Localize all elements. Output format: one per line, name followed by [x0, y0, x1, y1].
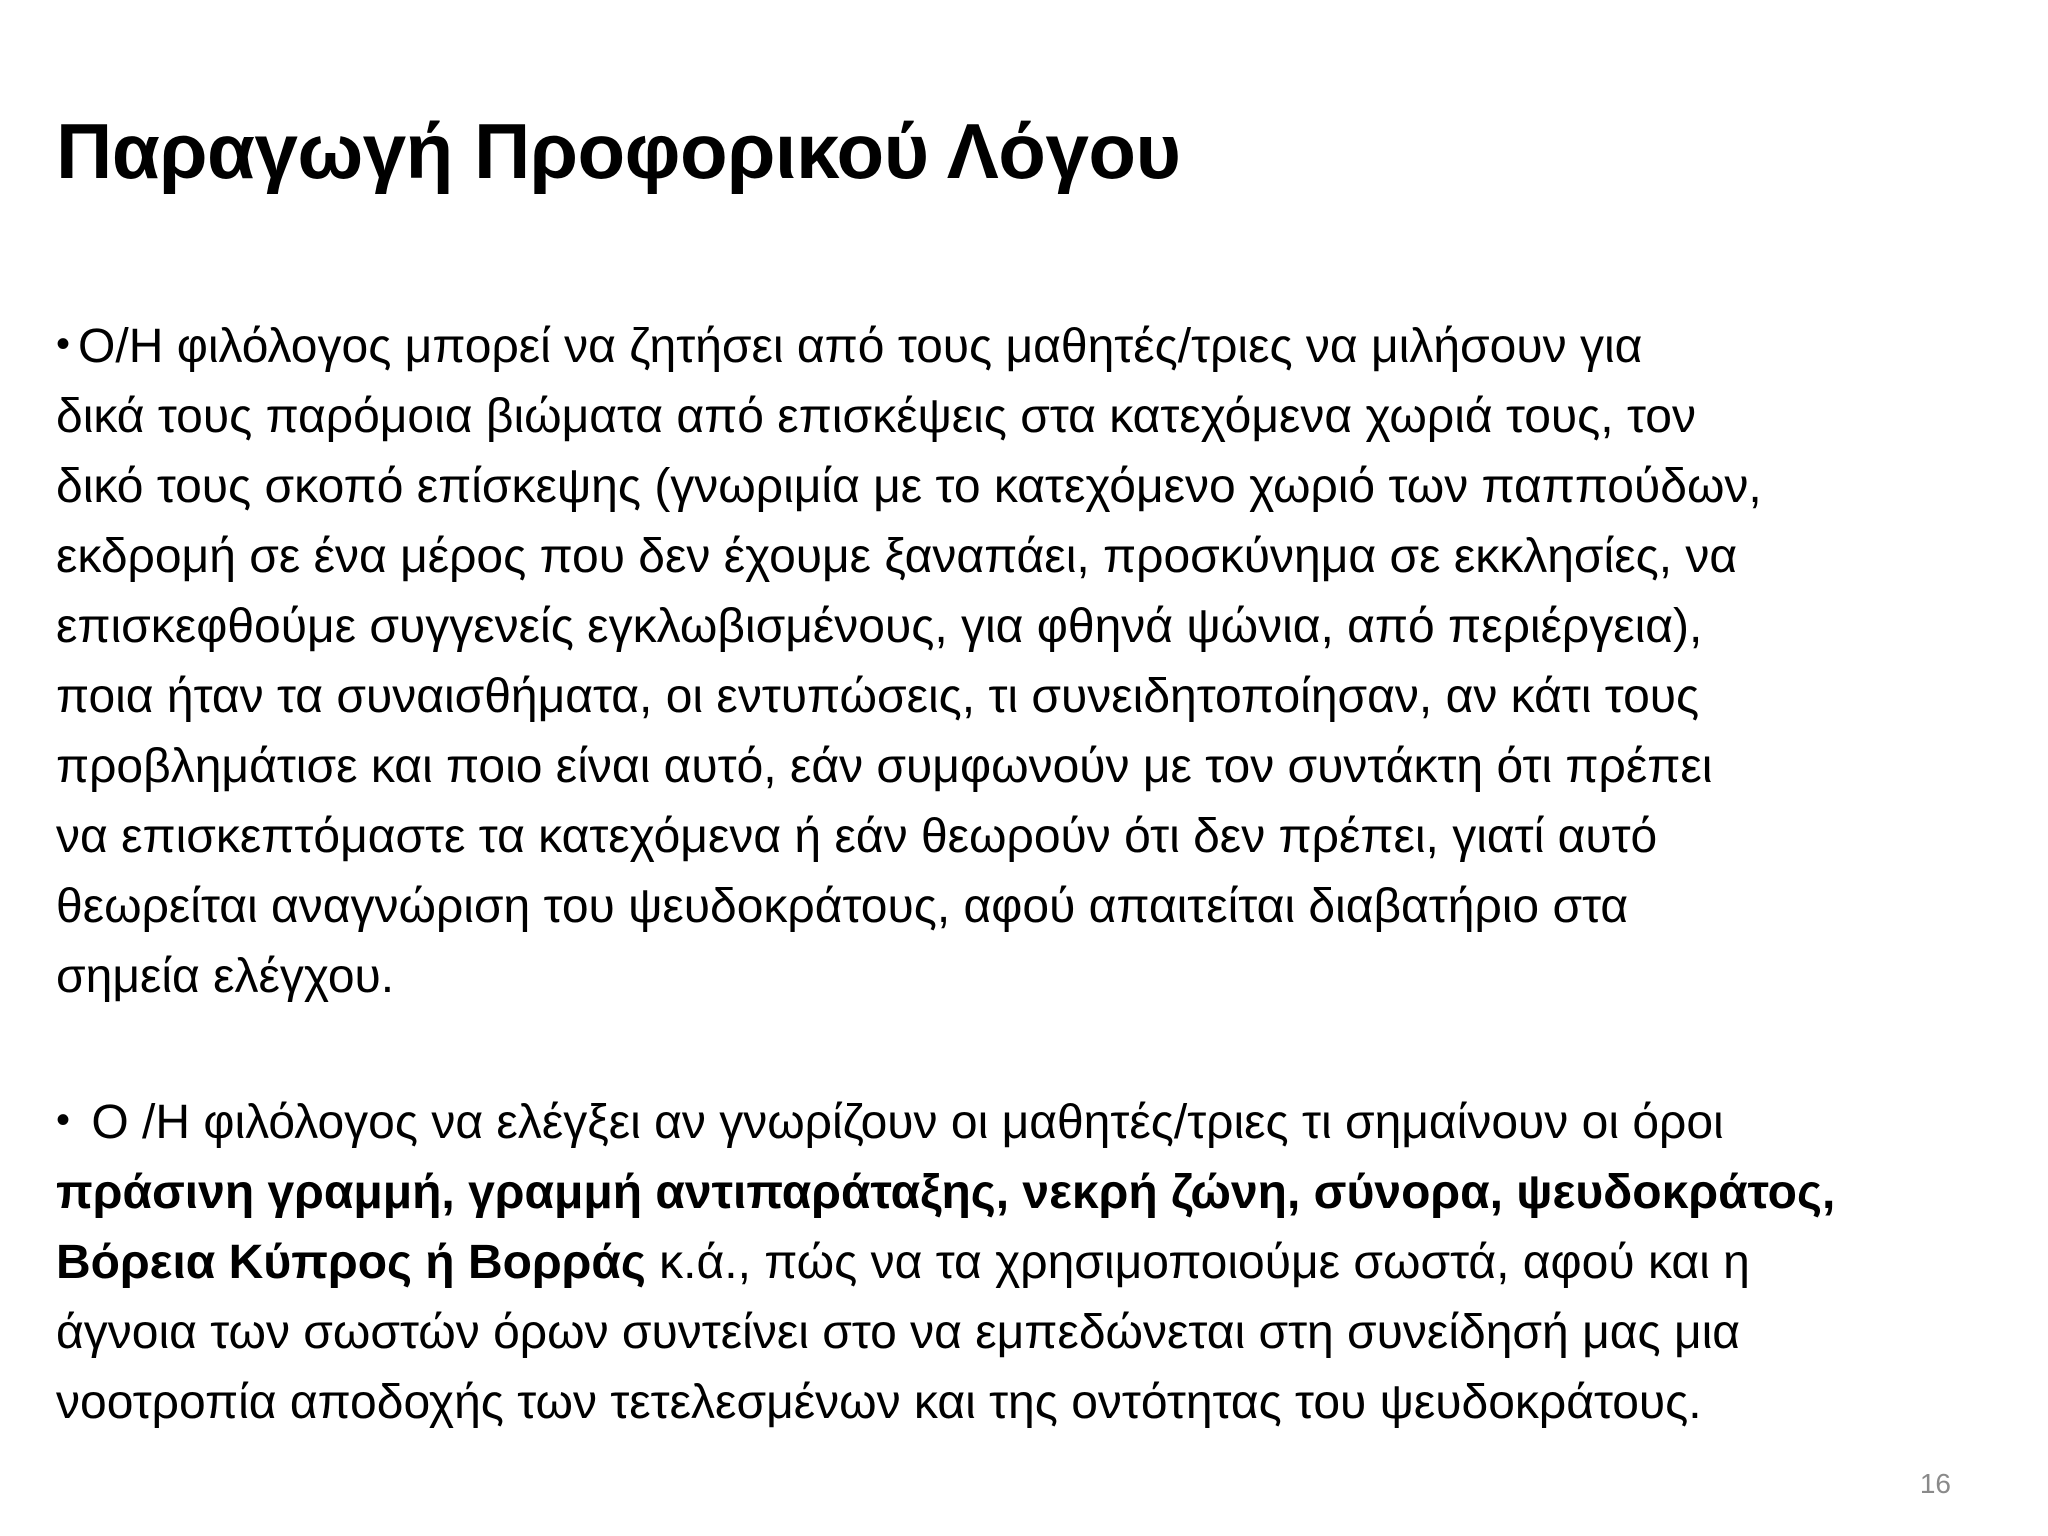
bullet-2-line-2-terms: πράσινη γραμμή, γραμμή αντιπαράταξης, νεκρή ζώνη, σύνορα, ψευδοκράτος,: [56, 1166, 1836, 1219]
bullet-2-line-3: [56, 1228, 2016, 1298]
bullet-1-line-7: προβλημάτισε και ποιο είναι αυτό, εάν συμφωνούν με τον συντάκτη ότι πρέπει: [56, 740, 1713, 793]
bullet-1-line-6: ποια ήταν τα συναισθήματα, οι εντυπώσεις, τι συνειδητοποίησαν, αν κάτι τους: [56, 670, 1700, 723]
bullet-1-line-4: εκδρομή σε ένα μέρος που δεν έχουμε ξαναπάει, προσκύνημα σε εκκλησίες, να: [56, 530, 1738, 583]
bullet-1-line-8: να επισκεπτόμαστε τα κατεχόμενα ή εάν θεωρούν ότι δεν πρέπει, γιατί αυτό: [56, 810, 1658, 863]
page-number: 16: [1919, 1468, 1951, 1499]
bullet-1-line-9: θεωρείται αναγνώριση του ψευδοκράτους, αφού απαιτείται διαβατήριο στα: [56, 880, 1629, 933]
bullet-2-line-3-terms: Βόρεια Κύπρος ή Βορράς: [56, 1236, 646, 1289]
bullet-1-line-3: δικό τους σκοπό επίσκεψης (γνωριμία με το κατεχόμενο χωριό των παππούδων,: [56, 460, 1762, 513]
bullet-dot-icon: •: [56, 1098, 71, 1142]
bullet-2-line-5: νοοτροπία αποδοχής των τετελεσμένων και της οντότητας του ψευδοκράτους.: [56, 1376, 1702, 1429]
bullet-2-line-3-text: κ.ά., πώς να τα χρησιμοποιούμε σωστά, αφού και η: [645, 1236, 1750, 1289]
bullet-1-line-5: επισκεφθούμε συγγενείς εγκλωβισμένους, για φθηνά ψώνια, από περιέργεια),: [56, 600, 1703, 653]
bullet-2-line-4: άγνοια των σωστών όρων συντείνει στο να εμπεδώνεται στη συνείδησή μας μια: [56, 1306, 1741, 1359]
bullet-2-line-1: [56, 1088, 2016, 1158]
bullet-item-2: [56, 1088, 2016, 1438]
slide-title: Παραγωγή Προφορικού Λόγου: [56, 107, 1181, 195]
bullet-2-line-1-text: Ο /Η φιλόλογος να ελέγξει αν γνωρίζουν οι μαθητές/τριες τι σημαίνουν οι όροι: [78, 1096, 1724, 1149]
bullet-item-1: [56, 312, 2016, 1012]
bullet-1-line-1: [56, 312, 2016, 382]
bullet-list: [56, 312, 2016, 1438]
bullet-1-line-1-text: Ο/Η φιλόλογος μπορεί να ζητήσει από τους μαθητές/τριες να μιλήσουν για: [78, 320, 1643, 373]
bullet-1-line-10: σημεία ελέγχου.: [56, 950, 395, 1003]
bullet-dot-icon: •: [56, 322, 71, 366]
bullet-1-line-2: δικά τους παρόμοια βιώματα από επισκέψεις στα κατεχόμενα χωριά τους, τον: [56, 390, 1696, 443]
